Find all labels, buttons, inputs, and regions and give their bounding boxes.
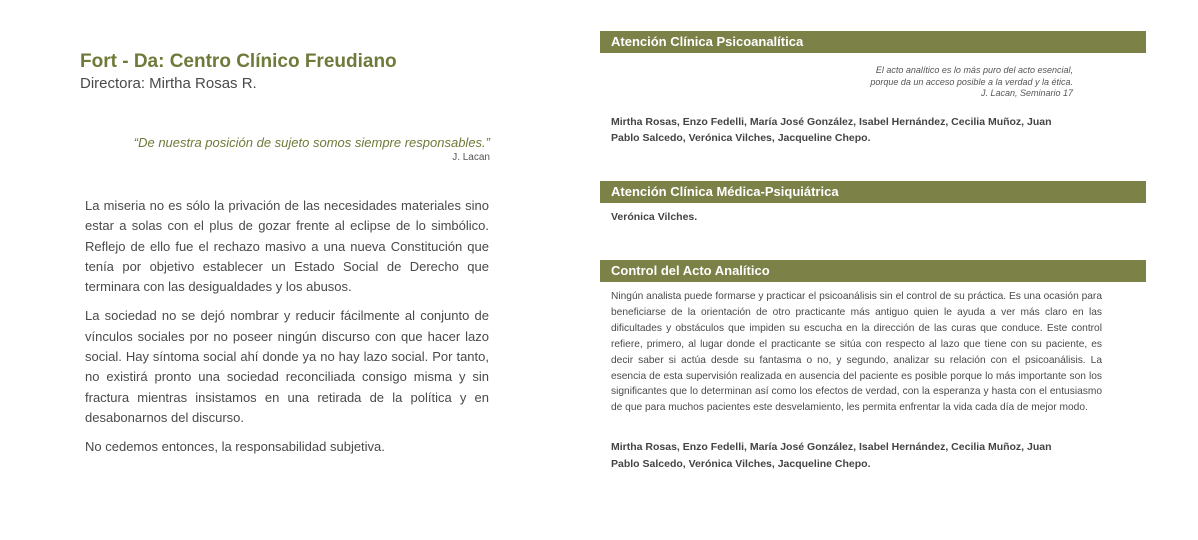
section-control xyxy=(600,260,1146,472)
team-names: Mirtha Rosas, Enzo Fedelli, María José González, Isabel Hernández, Cecilia Muñoz, Juan Pablo Salcedo, Verónica Vilches, Jacqueline Chepo. xyxy=(611,441,1052,470)
epigraph-source: J. Lacan, Seminario 17 xyxy=(980,88,1073,98)
quote-block xyxy=(80,134,490,164)
section-psicoanalitica xyxy=(600,31,1146,147)
left-column xyxy=(80,50,490,164)
section-header: Control del Acto Analítico xyxy=(600,260,1146,282)
epigraph-line: El acto analítico es lo más puro del acto esencial, xyxy=(875,65,1073,75)
team-names: Mirtha Rosas, Enzo Fedelli, María José González, Isabel Hernández, Cecilia Muñoz, Juan Pablo Salcedo, Verónica Vilches, Jacqueline Chepo. xyxy=(611,115,1052,144)
epigraph xyxy=(600,65,1146,100)
section-header: Atención Clínica Médica-Psiquiátrica xyxy=(600,181,1146,203)
quote-author: J. Lacan xyxy=(452,152,490,163)
body-paragraph: No cedemos entonces, la responsabilidad subjetiva. xyxy=(85,439,385,455)
body-text xyxy=(85,196,489,467)
team-names: Verónica Vilches. xyxy=(611,211,698,223)
quote-text: “De nuestra posición de sujeto somos siempre responsables.” xyxy=(133,135,490,150)
epigraph-line: porque da un acceso posible a la verdad y la ética. xyxy=(870,76,1073,87)
body-paragraph: La miseria no es sólo la privación de las necesidades materiales sino estar a solas con el plus de gozar frente al eclipse de lo simbólico. Reflejo de ello fue el rechazo masivo a una nueva Constitución que tenía por objetivo establecer un Estado Social de Derecho que terminara con las desigualdades y los abusos. xyxy=(85,198,489,295)
section-header: Atención Clínica Psicoanalítica xyxy=(600,31,1146,53)
director-line: Directora: Mirtha Rosas R. xyxy=(80,75,257,92)
body-paragraph: La sociedad no se dejó nombrar y reducir fácilmente al conjunto de vínculos sociales por no poseer ningún discurso con que hacer lazo social. Hay síntoma social ahí donde ya no hay lazo social. Por tanto, no existirá pronto una sociedad reconciliada consigo misma y sin fractura mientras insistamos en una retirada de la política y en desabonarnos del discurso. xyxy=(85,308,489,425)
section-description: Ningún analista puede formarse y practicar el psicoanálisis sin el control de su práctica. Es una ocasión para beneficiarse de la orientación de otro practicante más antiguo quien le ayuda a ver más claro en las dificultades y obstáculos que impiden su escucha en la dirección de las curas que conduce. Este control refiere, primero, al lugar donde el practicante se sitúa con respecto al lazo que tiene con su paciente, es decir saber si actúa desde su fantasma o no, y segundo, analizar su relación con el psicoanálisis. La esencia de esta supervisión realizada en ausencia del paciente es posible porque lo más importante son los significantes que lo determinan así como los efectos de verdad, con la esperanza y hasta con el entusiasmo de que para muchos pacientes este desvelamiento, les permita enfrentar la vida cada día de mejor modo. xyxy=(611,291,1102,414)
section-medica xyxy=(600,181,1146,226)
page-title: Fort - Da: Centro Clínico Freudiano xyxy=(80,51,397,72)
